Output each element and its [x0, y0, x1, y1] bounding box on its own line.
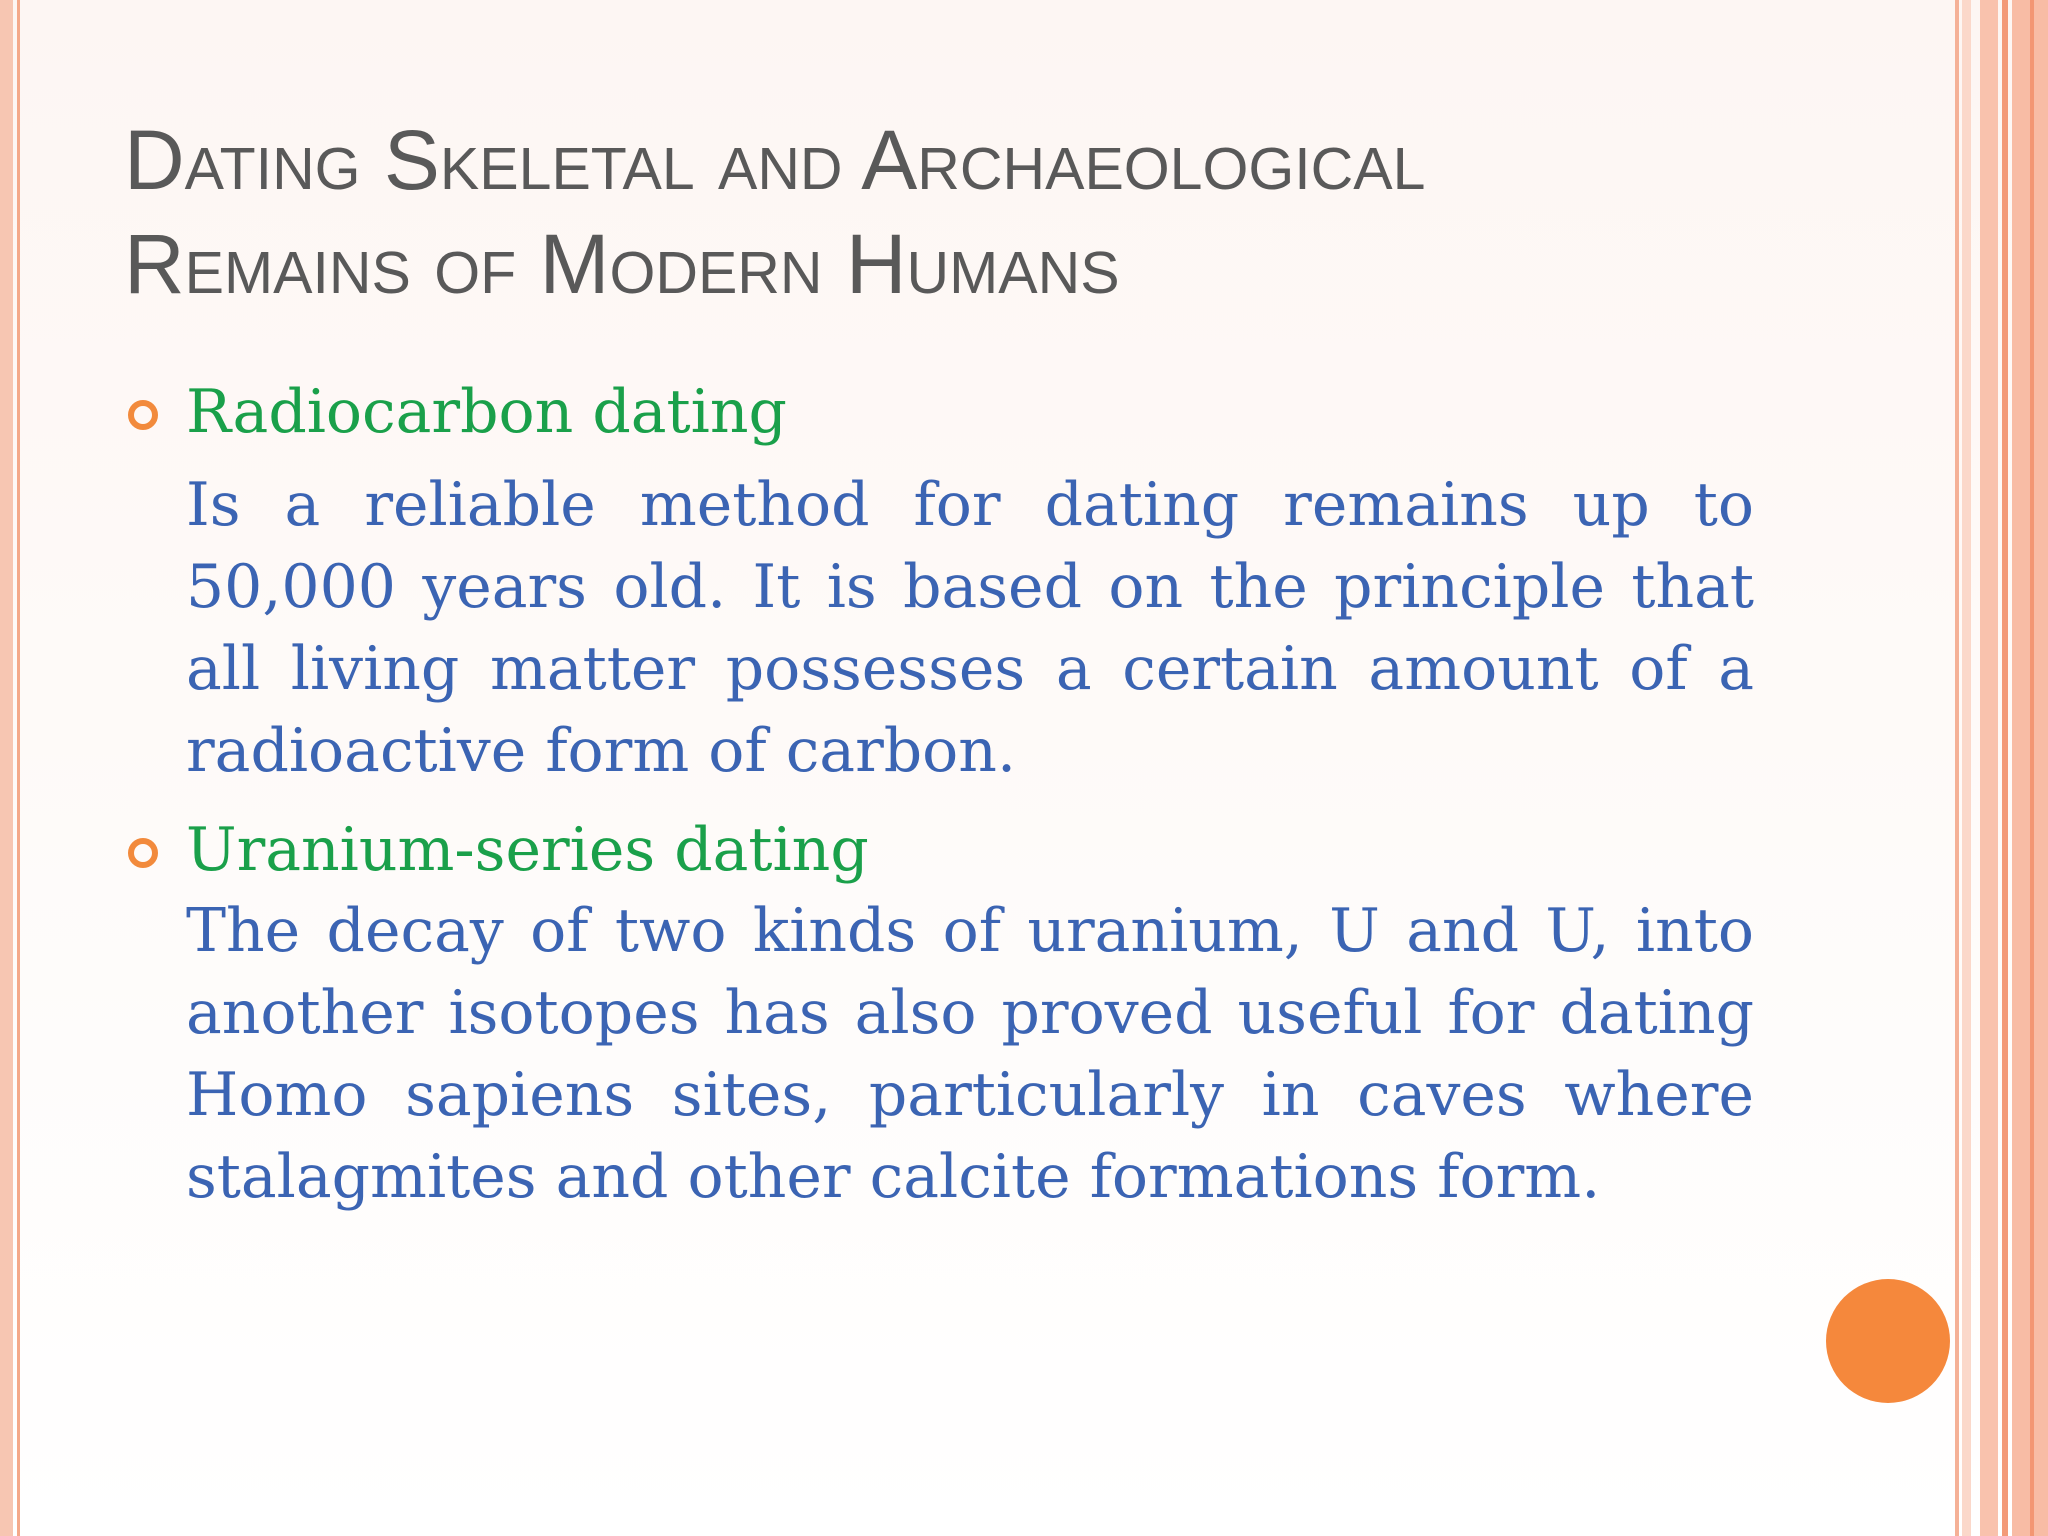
right-stripe — [1962, 0, 1971, 1536]
orange-ring-bullet-icon — [128, 838, 158, 868]
orange-ring-bullet-icon — [128, 400, 158, 430]
right-stripe — [1955, 0, 1959, 1536]
bullet-radiocarbon — [124, 372, 1754, 452]
bullet-uranium-series — [124, 810, 1754, 890]
bullet-heading: Uranium-series dating — [186, 815, 869, 885]
left-border-decoration — [0, 0, 13, 1536]
slide-title — [124, 108, 1824, 316]
slide-title-line-2: Remains of Modern Humans — [124, 217, 1120, 311]
left-border-line — [17, 0, 20, 1536]
right-stripe — [2002, 0, 2008, 1536]
orange-circle-decoration — [1826, 1279, 1950, 1403]
bullet-body-text: Is a reliable method for dating remains up to 50,000 years old. It is based on the principle that all living matter possesses a certain amount of a radioactive form of carbon. — [186, 470, 1754, 786]
slide-title-line-1: Dating Skeletal and Archaeological — [124, 113, 1426, 207]
right-stripe — [1980, 0, 1998, 1536]
bullet-body-text: The decay of two kinds of uranium, U and U, into another isotopes has also proved useful for dating Homo sapiens sites, particularly in caves where stalagmites and other calcite formations form. — [186, 896, 1754, 1212]
right-stripe — [2030, 0, 2034, 1536]
bullet-heading: Radiocarbon dating — [186, 377, 787, 447]
slide-content — [124, 372, 1754, 1236]
